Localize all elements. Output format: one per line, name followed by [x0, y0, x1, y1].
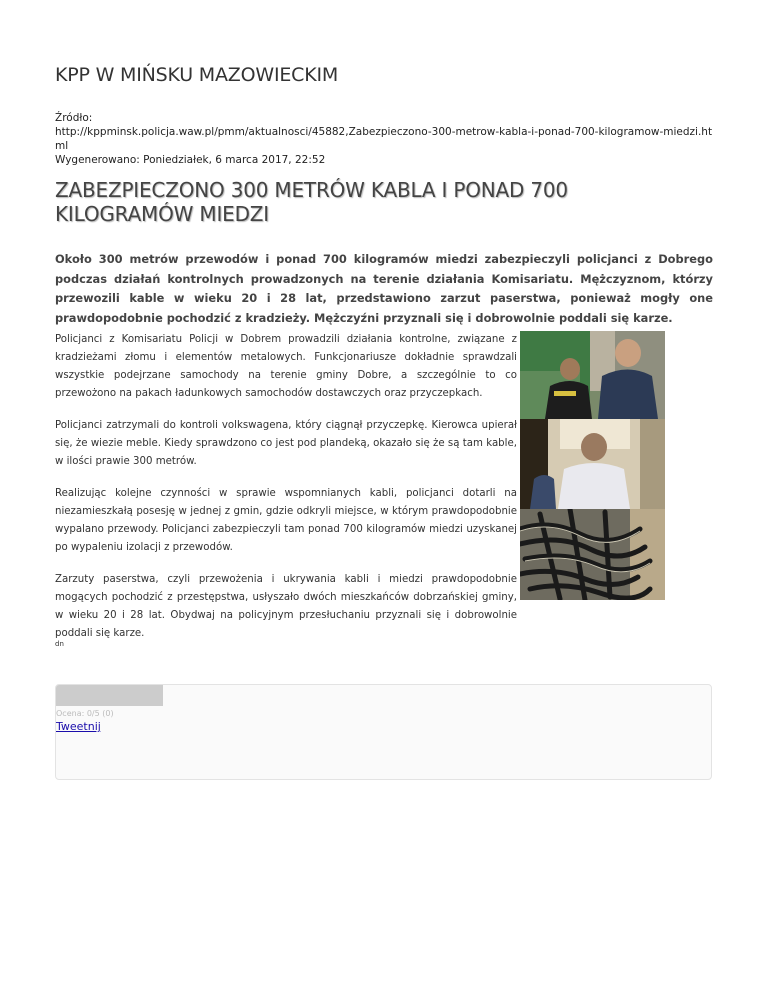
article-title: ZABEZPIECZONO 300 METRÓW KABLA I PONAD 700 KILOGRAMÓW MIEDZI	[55, 178, 568, 226]
source-meta	[55, 111, 715, 167]
generated-date: Wygenerowano: Poniedziałek, 6 marca 2017, 22:52	[55, 154, 326, 166]
source-url	[55, 125, 715, 153]
photo-gallery	[520, 331, 665, 600]
paragraph-2: Policjanci zatrzymali do kontroli volkswagena, który ciągnął przyczepkę. Kierowca upierał się, że wiezie meble. Kiedy sprawdzono co jest pod plandeką, okazało się że są tam kable, w ilości prawie 300 metrów.	[55, 420, 517, 467]
rating-stars[interactable]	[56, 685, 163, 706]
rating-label: Ocena: 0/5 (0)	[56, 709, 114, 718]
source-url-line2: ml	[55, 140, 69, 152]
site-title: KPP W MIŃSKU MAZOWIECKIM	[55, 64, 339, 86]
paragraph-1: Policjanci z Komisariatu Policji w Dobrem prowadzili działania kontrolne, związane z kradzieżami złomu i elementów metalowych. Funkcjonariusze dokładnie sprawdzali wszystkie podejrzane samochody na terenie gminy Dobre, a szczególnie to co przewożono na pakach ładunkowych samochodów dostawczych oraz przyczepkach.	[55, 334, 517, 399]
photo-detained-man[interactable]	[520, 419, 665, 509]
tweet-link[interactable]: Tweetnij	[56, 720, 101, 733]
author-signature: dn	[55, 640, 64, 648]
source-label: Źródło:	[55, 112, 93, 124]
photo-officers-inspecting[interactable]	[520, 331, 665, 419]
article-lead: Około 300 metrów przewodów i ponad 700 kilogramów miedzi zabezpieczyli policjanci z Dobrego podczas działań kontrolnych prowadzonych na terenie działania Komisariatu. Mężczyznom, którzy przewozili kable w wieku 20 i 28 lat, przedstawiono zarzut paserstwa, ponieważ mogły one prawdopodobnie pochodzić z kradzieży. Mężczyźni przyznali się i dobrowolnie poddali się karze.	[55, 252, 713, 325]
article-text	[55, 331, 517, 657]
paragraph-4: Zarzuty paserstwa, czyli przewożenia i ukrywania kabli i miedzi prawdopodobnie mogących pochodzić z przestępstwa, usłyszało dwóch mieszkańców dobrzańskiej gminy, w wieku 20 i 28 lat. Obydwaj na policyjnym przesłuchaniu przyznali się i dobrowolnie poddali się karze.	[55, 574, 517, 639]
paragraph-3: Realizując kolejne czynności w sprawie wspomnianych kabli, policjanci dotarli na niezamieszkałą posesję w jednej z gmin, gdzie odkryli miejsce, w którym prawdopodobnie wypalano przewody. Policjanci zabezpieczyli tam ponad 700 kilogramów miedzi uzyskanej po wypaleniu izolacji z przewodów.	[55, 488, 517, 553]
photo-seized-cables[interactable]	[520, 509, 665, 600]
rating-box	[55, 684, 712, 780]
source-url-line1: http://kppminsk.policja.waw.pl/pmm/aktualnosci/45882,Zabezpieczono-300-metrow-kabla-i-ponad-700-kilogramow-miedzi.ht	[55, 126, 713, 138]
